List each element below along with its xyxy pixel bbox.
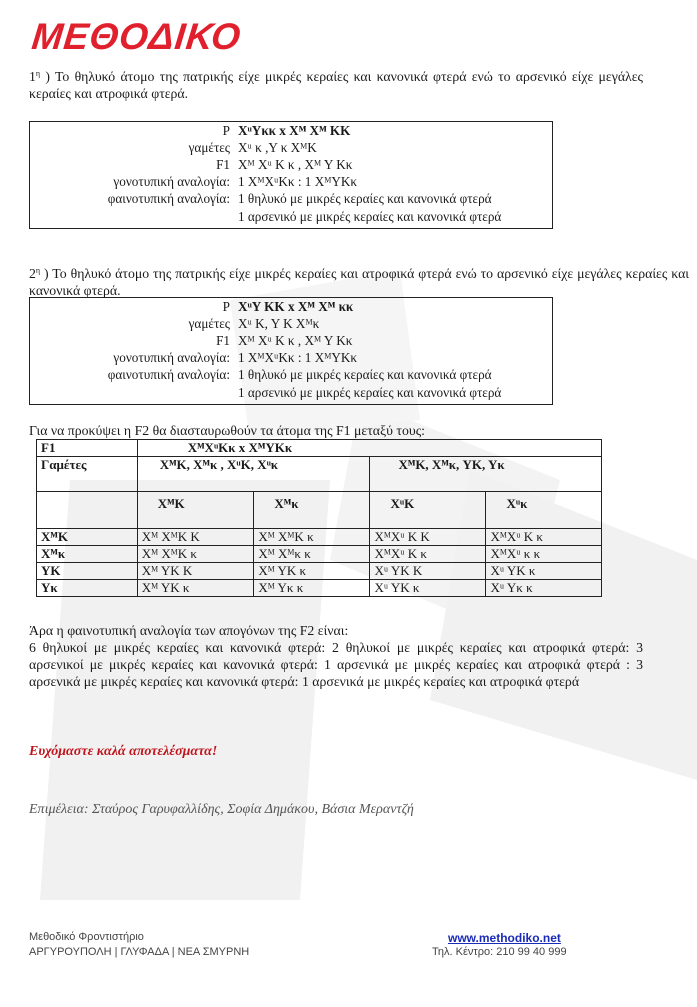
- q1-value: 1 θηλυκό με μικρές κεραίες και κανονικά φτερά: [238, 191, 492, 206]
- table-row: [37, 457, 602, 492]
- q2-value: XᵘY KK x Xᴹ Xᴹ κκ: [238, 299, 354, 314]
- table-row: [37, 440, 602, 457]
- website-link[interactable]: www.methodiko.net: [448, 931, 561, 945]
- genotype-cell: Xᵘ YK κ: [486, 563, 602, 580]
- question-1-box: [29, 121, 553, 229]
- q1-label: γονοτυπική αναλογία:: [113, 174, 230, 189]
- question-2-text: $2^\eta$ ) Το θηλυκό άτομο της πατρικής είχε μικρές κεραίες και ατροφικά φτερά ενώ το αρσενικό είχε μεγάλες κεραίες και κανονικά φτερά.: [29, 266, 690, 298]
- female-gametes: XᴹK, Xᴹκ , XᵘK, Xᵘκ: [137, 457, 370, 492]
- genotype-cell: XᴹXᵘ κ κ: [486, 546, 602, 563]
- question-2-box: [29, 297, 553, 405]
- q2-value: 1 αρσενικό με μικρές κεραίες και κανονικά φτερά: [238, 385, 502, 400]
- column-header: Xᵘκ: [486, 492, 602, 529]
- credits-text: Επιμέλεια: Σταύρος Γαρυφαλλίδης, Σοφία Δημάκου, Βάσια Μεραντζή: [29, 802, 414, 817]
- table-row: [37, 546, 602, 563]
- genotype-cell: Xᴹ XᴹK κ: [137, 546, 254, 563]
- q2-label: γονοτυπική αναλογία:: [113, 350, 230, 365]
- q2-label: φαινοτυπική αναλογία:: [107, 367, 230, 382]
- genotype-cell: Xᴹ YK κ: [254, 563, 370, 580]
- row-header: YK: [37, 563, 138, 580]
- q2-value: 1 θηλυκό με μικρές κεραίες και κανονικά φτερά: [238, 367, 492, 382]
- genotype-cell: Xᴹ XᴹK K: [137, 529, 254, 546]
- row-header: Yκ: [37, 580, 138, 597]
- punnett-table: [36, 439, 602, 597]
- q1-value: Xᴹ Xᵘ K κ , Xᴹ Y Kκ: [238, 157, 353, 172]
- q1-value: XᵘYκκ x Xᴹ Xᴹ KK: [238, 123, 351, 138]
- q1-value: 1 αρσενικό με μικρές κεραίες και κανονικά φτερά: [238, 209, 502, 224]
- genotype-cell: Xᵘ YK κ: [370, 580, 486, 597]
- genotype-cell: Xᴹ Xᴹκ κ: [254, 546, 370, 563]
- column-header: XᴹK: [137, 492, 254, 529]
- genotype-cell: Xᴹ YK K: [137, 563, 254, 580]
- brand-logo: ΜΕΘΟΔΙΚΟ: [29, 16, 244, 57]
- q1-value: Xᵘ κ ,Y κ XᴹK: [238, 140, 317, 155]
- q2-label: [30, 384, 230, 402]
- q1-label: φαινοτυπική αναλογία:: [107, 191, 230, 206]
- conclusion-title: Άρα η φαινοτυπική αναλογία των απογόνων της F2 είναι:: [29, 623, 349, 638]
- genotype-cell: Xᴹ YK κ: [137, 580, 254, 597]
- q1-label: F1: [216, 157, 230, 172]
- q2-value: Xᴹ Xᵘ K κ , Xᴹ Y Kκ: [238, 333, 353, 348]
- q2-value: 1 XᴹXᵘKκ : 1 XᴹYKκ: [238, 350, 358, 365]
- conclusion-text: 6 θηλυκοί με μικρές κεραίες και κανονικά φτερά: 2 θηλυκοί με μικρές κεραίες και ατροφικά φτερά: 3 αρσενικοί με μικρές κεραίες και κανονικά φτερά: 1 αρσενικά με μικρές κεραίες και ατροφικά φτερά : 3 αρσενικά με μικρές κεραίες και κανονικά φτερά: 1 αρσενικά με μικρές κεραίες και ατροφικά φτερά: [29, 640, 643, 689]
- genotype-cell: XᴹXᵘ K κ: [370, 546, 486, 563]
- table-row: [37, 492, 602, 529]
- table-row: [37, 563, 602, 580]
- table-row: [37, 580, 602, 597]
- column-header: XᵘK: [370, 492, 486, 529]
- q2-label: P: [222, 299, 230, 314]
- genotype-cell: Xᵘ Yκ κ: [486, 580, 602, 597]
- f1-cross: XᴹXᵘKκ x XᴹYKκ: [137, 440, 601, 457]
- male-gametes: XᴹK, Xᴹκ, YK, Yκ: [370, 457, 602, 492]
- gametes-label: Γαμέτες: [37, 457, 138, 492]
- q1-value: 1 XᴹXᵘKκ : 1 XᴹYKκ: [238, 174, 358, 189]
- genotype-cell: XᴹXᵘ K κ: [486, 529, 602, 546]
- footer-locations: ΑΡΓΥΡΟΥΠΟΛΗ | ΓΛΥΦΑΔΑ | ΝΕΑ ΣΜΥΡΝΗ: [29, 946, 250, 958]
- question-1-text: $1^\eta$ ) Το θηλυκό άτομο της πατρικής είχε μικρές κεραίες και κανονικά φτερά ενώ το αρσενικό είχε μεγάλες κεραίες και ατροφικά φτερά.: [29, 69, 643, 101]
- column-header: Xᴹκ: [254, 492, 370, 529]
- q1-label: γαμέτες: [188, 140, 230, 155]
- q2-value: Xᵘ K, Y K Xᴹκ: [238, 316, 320, 331]
- row-header: XᴹK: [37, 529, 138, 546]
- table-row: [37, 529, 602, 546]
- genotype-cell: Xᴹ Yκ κ: [254, 580, 370, 597]
- q2-label: F1: [216, 333, 230, 348]
- q2-label: γαμέτες: [188, 316, 230, 331]
- empty-cell: [37, 492, 138, 529]
- q1-label: P: [222, 123, 230, 138]
- genotype-cell: Xᴹ XᴹK κ: [254, 529, 370, 546]
- genotype-cell: Xᵘ YK K: [370, 563, 486, 580]
- genotype-cell: XᴹXᵘ K K: [370, 529, 486, 546]
- footer-phone: Τηλ. Κέντρο: 210 99 40 999: [432, 946, 567, 958]
- f1-label: F1: [37, 440, 138, 457]
- wishes-text: Ευχόμαστε καλά αποτελέσματα!: [29, 744, 218, 759]
- footer-name: Μεθοδικό Φροντιστήριο: [29, 931, 144, 943]
- f2-intro: Για να προκύψει η F2 θα διασταυρωθούν τα άτομα της F1 μεταξύ τους:: [29, 423, 425, 438]
- row-header: Xᴹκ: [37, 546, 138, 563]
- q1-label: [30, 208, 230, 226]
